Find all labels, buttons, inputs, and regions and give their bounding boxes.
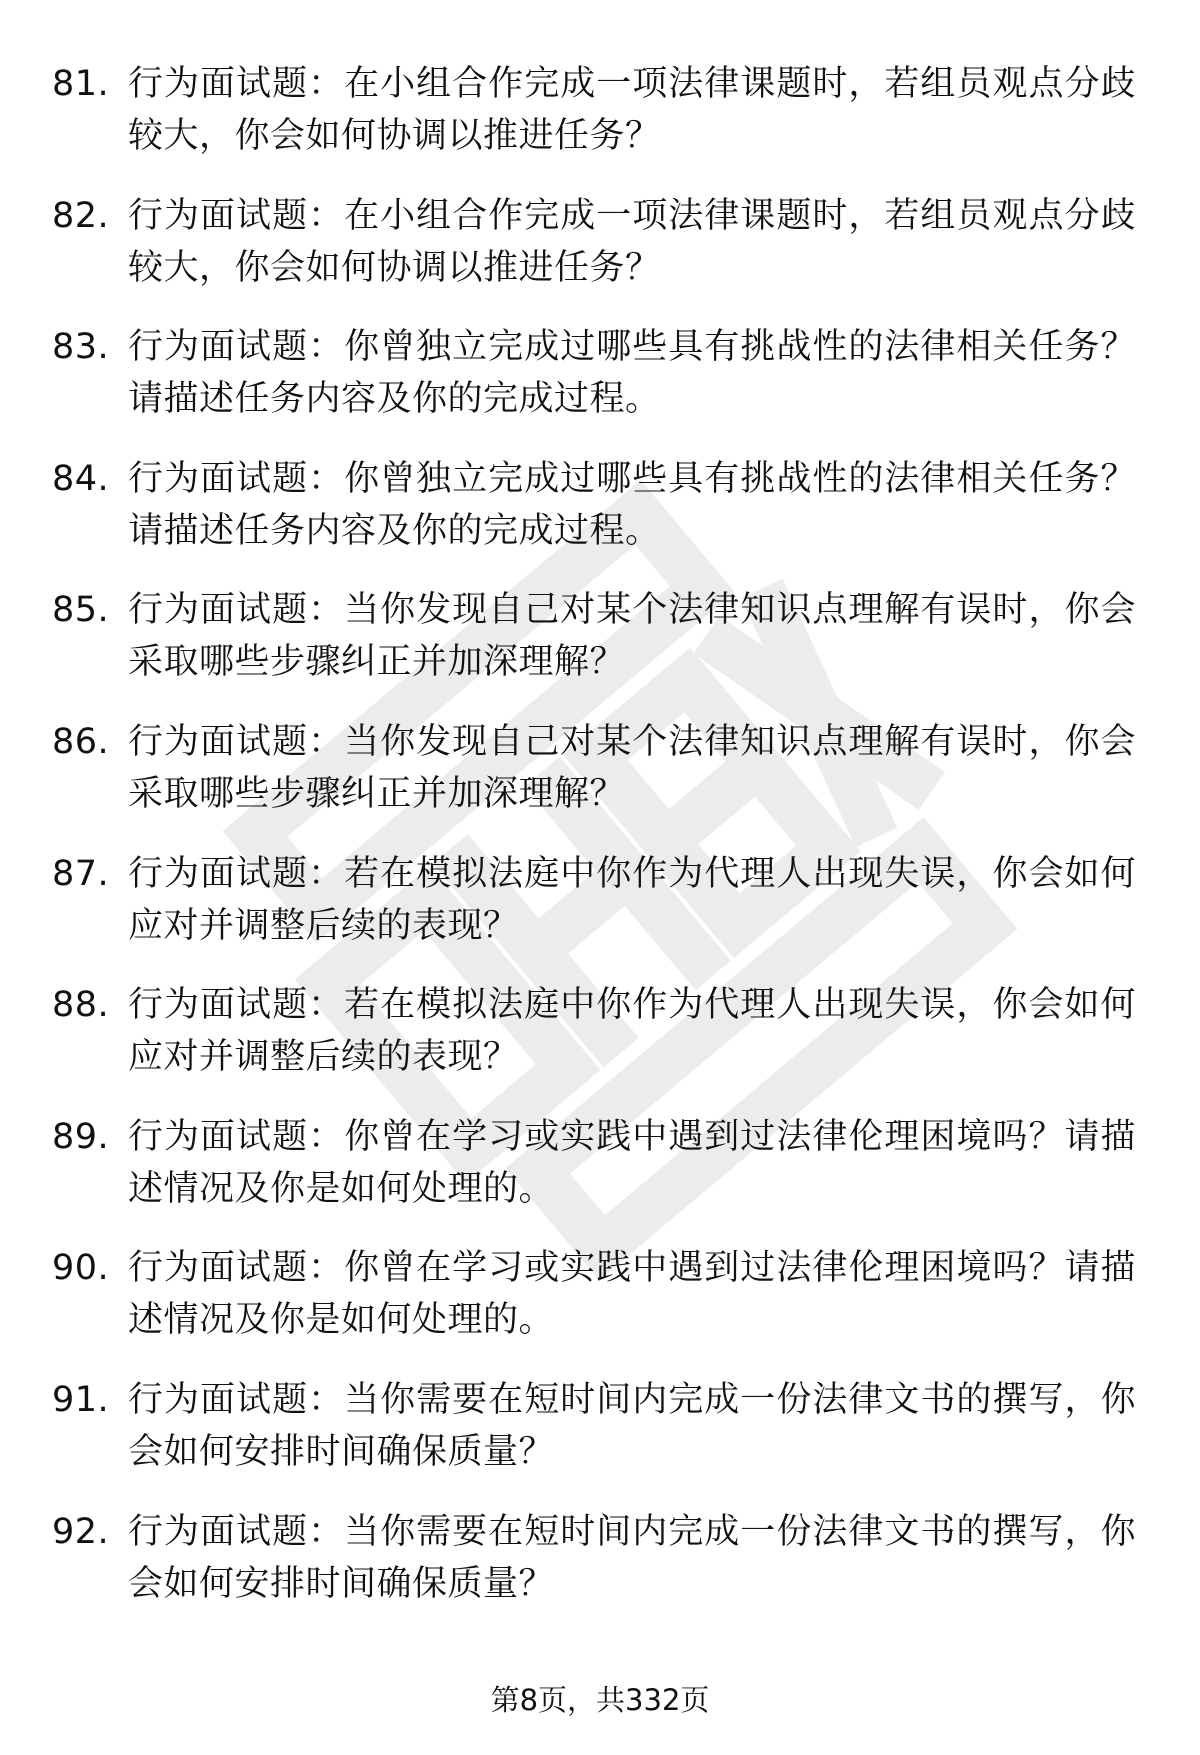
question-item bbox=[0, 453, 1200, 585]
question-item bbox=[0, 1374, 1200, 1506]
question-item bbox=[0, 321, 1200, 453]
page-footer bbox=[0, 1680, 1200, 1720]
question-text: 行为面试题：当你需要在短时间内完成一份法律文书的撰写，你会如何安排时间确保质量？ bbox=[128, 1379, 1136, 1472]
question-text: 行为面试题：当你发现自己对某个法律知识点理解有误时，你会采取哪些步骤纠正并加深理解？ bbox=[128, 721, 1136, 814]
question-text: 行为面试题：若在模拟法庭中你作为代理人出现失误，你会如何应对并调整后续的表现？ bbox=[128, 985, 1136, 1078]
question-text: 行为面试题：你曾独立完成过哪些具有挑战性的法律相关任务？请描述任务内容及你的完成过程。 bbox=[128, 327, 1136, 420]
question-number: 91. bbox=[52, 1379, 110, 1420]
question-text: 行为面试题：当你需要在短时间内完成一份法律文书的撰写，你会如何安排时间确保质量？ bbox=[128, 1511, 1136, 1604]
page-number-label: 第8页，共332页 bbox=[490, 1683, 710, 1717]
question-number: 89. bbox=[52, 1116, 110, 1157]
question-item bbox=[0, 848, 1200, 980]
question-text: 行为面试题：你曾独立完成过哪些具有挑战性的法律相关任务？请描述任务内容及你的完成过程。 bbox=[128, 458, 1136, 551]
question-item bbox=[0, 584, 1200, 716]
question-item bbox=[0, 1242, 1200, 1374]
question-number: 84. bbox=[52, 458, 110, 499]
question-text: 行为面试题：若在模拟法庭中你作为代理人出现失误，你会如何应对并调整后续的表现？ bbox=[128, 853, 1136, 946]
question-number: 83. bbox=[52, 327, 110, 368]
question-number: 90. bbox=[52, 1248, 110, 1289]
question-number: 82. bbox=[52, 195, 110, 236]
question-number: 86. bbox=[52, 721, 110, 762]
question-number: 85. bbox=[52, 590, 110, 631]
question-item bbox=[0, 1506, 1200, 1638]
question-number: 92. bbox=[52, 1511, 110, 1552]
question-item bbox=[0, 716, 1200, 848]
question-text: 行为面试题：你曾在学习或实践中遇到过法律伦理困境吗？请描述情况及你是如何处理的。 bbox=[128, 1116, 1136, 1209]
question-number: 87. bbox=[52, 853, 110, 894]
question-item bbox=[0, 58, 1200, 190]
question-item bbox=[0, 190, 1200, 322]
question-text: 行为面试题：当你发现自己对某个法律知识点理解有误时，你会采取哪些步骤纠正并加深理解？ bbox=[128, 590, 1136, 683]
question-text: 行为面试题：在小组合作完成一项法律课题时，若组员观点分歧较大，你会如何协调以推进任务？ bbox=[128, 195, 1136, 288]
question-text: 行为面试题：你曾在学习或实践中遇到过法律伦理困境吗？请描述情况及你是如何处理的。 bbox=[128, 1248, 1136, 1341]
question-text: 行为面试题：在小组合作完成一项法律课题时，若组员观点分歧较大，你会如何协调以推进任务？ bbox=[128, 64, 1136, 156]
question-number: 81. bbox=[52, 64, 110, 104]
question-number: 88. bbox=[52, 985, 110, 1026]
question-item bbox=[0, 979, 1200, 1111]
question-list bbox=[0, 58, 1200, 1637]
question-item bbox=[0, 1111, 1200, 1243]
